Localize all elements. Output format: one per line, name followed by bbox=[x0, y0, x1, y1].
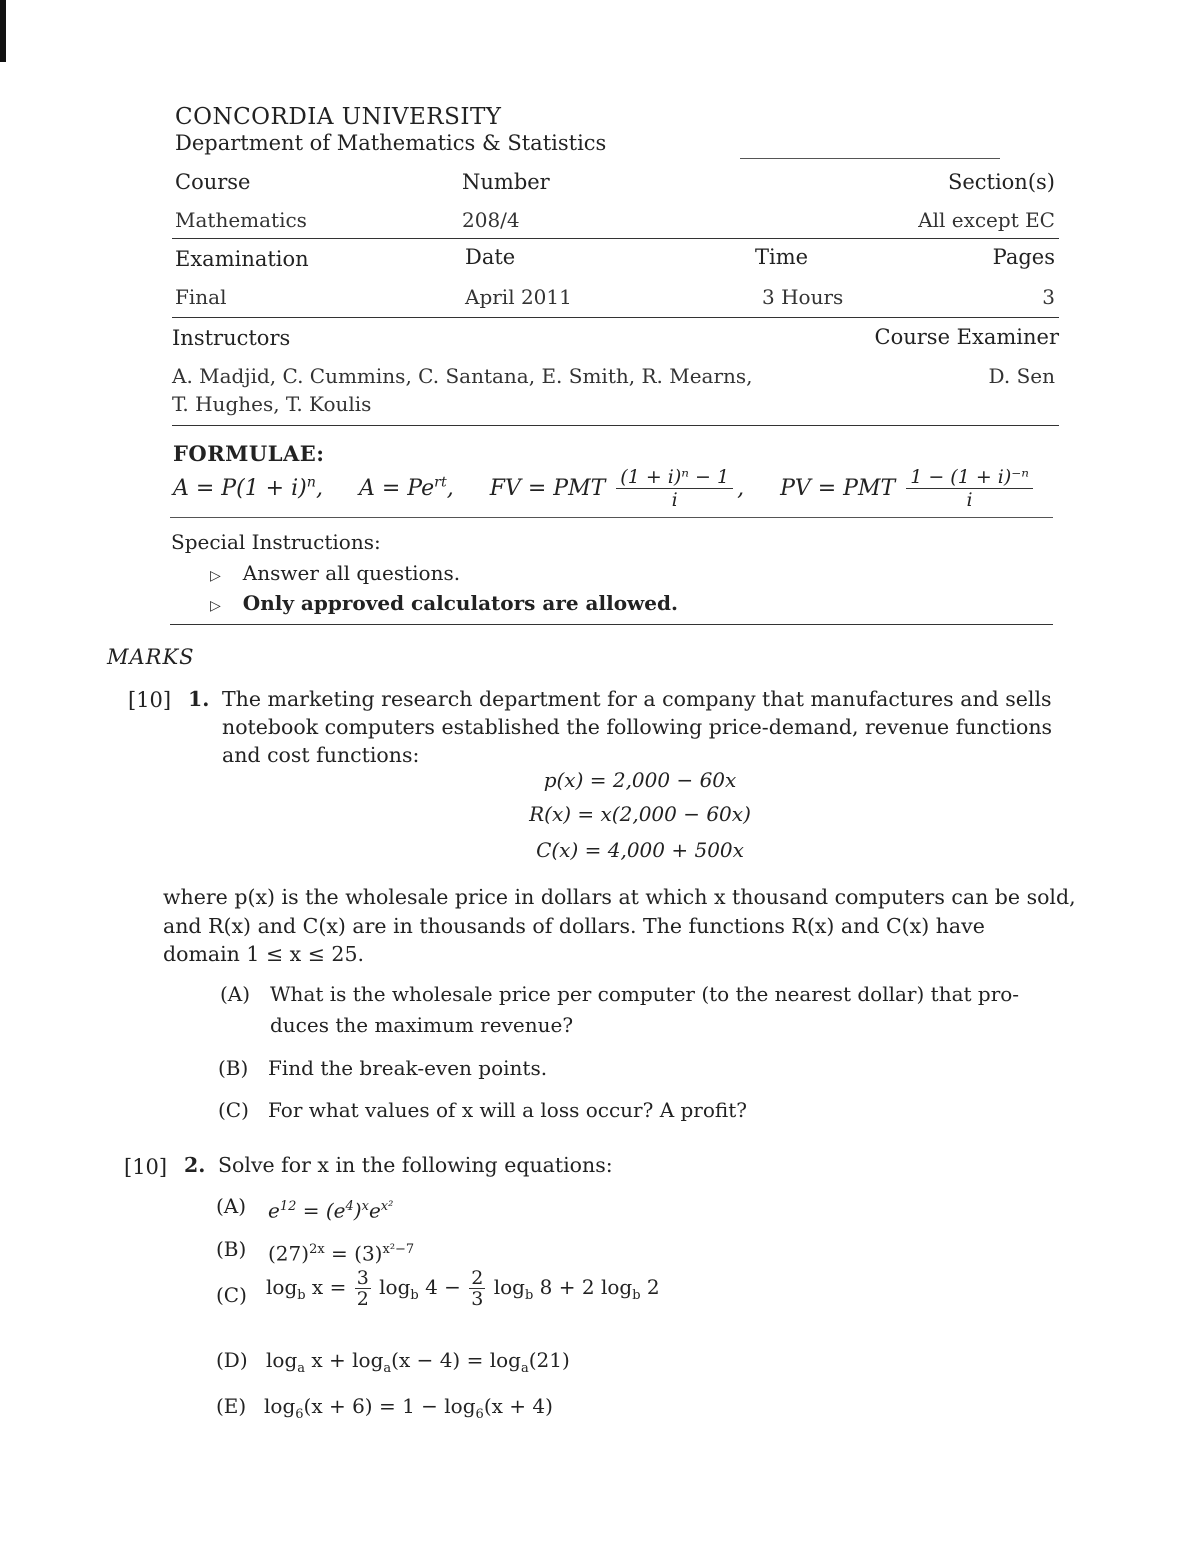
equation-2e: $\log_6(x + 6) = 1 - \log_6(x + 4)$ bbox=[264, 1394, 553, 1422]
number-value: 208/4 bbox=[462, 208, 520, 232]
question-1-intro-line-3: and cost functions: bbox=[222, 743, 420, 767]
part-label: (A) bbox=[216, 1194, 247, 1218]
formula-present-value: PV = PMT $\frac{\text{1 − (1 + i)⁻ⁿ}}{i}$ bbox=[780, 476, 1037, 501]
question-2-intro: Solve for x in the following equations: bbox=[218, 1153, 613, 1177]
instructors-label: Instructors bbox=[172, 326, 291, 350]
divider bbox=[172, 238, 1059, 239]
equation-2b: $(27)^{2x} = (3)^{x^2-7}$ bbox=[268, 1241, 415, 1266]
scan-edge bbox=[0, 0, 6, 62]
examination-label: Examination bbox=[175, 247, 309, 271]
question-1-where-line-3: domain 1 ≤ x ≤ 25. bbox=[163, 942, 365, 966]
instructors-line-2: T. Hughes, T. Koulis bbox=[172, 392, 372, 416]
pages-label: Pages bbox=[992, 245, 1055, 269]
course-value: Mathematics bbox=[175, 208, 307, 232]
equation-2c: $\log_b x$ = $\frac{3}{2}$ $\log_b 4$ − $\frac{2}{3}$ $\log_b 8 + 2$ $\log_b 2$ bbox=[266, 1267, 660, 1310]
question-1a-line-1: What is the wholesale price per computer (to the nearest dollar) that pro- bbox=[270, 982, 1020, 1006]
part-label: (A) bbox=[220, 982, 251, 1006]
question-1-marks: [10] bbox=[128, 688, 172, 712]
examiner-label: Course Examiner bbox=[874, 325, 1059, 349]
divider bbox=[740, 158, 1000, 159]
formulae-row bbox=[173, 466, 1037, 511]
number-label: Number bbox=[462, 170, 550, 194]
date-value: April 2011 bbox=[465, 285, 572, 309]
triangle-bullet-icon: ▷ bbox=[210, 568, 221, 584]
part-label: (C) bbox=[218, 1098, 249, 1122]
sections-value: All except EC bbox=[918, 208, 1055, 232]
examination-value: Final bbox=[175, 285, 227, 309]
department-name: Department of Mathematics & Statistics bbox=[175, 131, 607, 155]
time-label: Time bbox=[755, 245, 809, 269]
question-2-number: 2. bbox=[184, 1153, 206, 1177]
question-1-number: 1. bbox=[188, 687, 210, 711]
question-1a-line-2: duces the maximum revenue? bbox=[270, 1013, 574, 1037]
pages-value: 3 bbox=[1042, 285, 1055, 309]
cost-equation: C(x) = 4,000 + 500x bbox=[536, 838, 744, 862]
question-1-intro-line-2: notebook computers established the following price-demand, revenue functions bbox=[222, 715, 1053, 739]
sections-label: Section(s) bbox=[947, 170, 1055, 194]
price-demand-equation: p(x) = 2,000 − 60x bbox=[543, 768, 737, 792]
special-instructions-title: Special Instructions: bbox=[171, 530, 381, 554]
divider bbox=[172, 425, 1059, 426]
divider bbox=[170, 624, 1053, 625]
course-label: Course bbox=[175, 170, 251, 194]
formula-future-value: FV = PMT $\frac{\text{(1 + i)ⁿ − 1}}{i}$ , bbox=[489, 466, 745, 511]
part-label: (C) bbox=[216, 1283, 247, 1307]
marks-heading: MARKS bbox=[107, 645, 195, 669]
part-label: (E) bbox=[216, 1394, 247, 1418]
divider bbox=[172, 317, 1059, 318]
question-1-where-line-1: where p(x) is the wholesale price in dollars at which x thousand computers can be sold, bbox=[163, 885, 1076, 909]
date-label: Date bbox=[465, 245, 516, 269]
question-1-intro-line-1: The marketing research department for a company that manufactures and sells bbox=[222, 687, 1052, 711]
examiner-value: D. Sen bbox=[988, 364, 1055, 388]
instruction-item: ▷ Only approved calculators are allowed. bbox=[210, 591, 678, 615]
time-value: 3 Hours bbox=[762, 285, 844, 309]
formulae-label: FORMULAE: bbox=[173, 441, 325, 466]
instructors-line-1: A. Madjid, C. Cummins, C. Santana, E. Smith, R. Mearns, bbox=[172, 364, 753, 388]
revenue-equation: R(x) = x(2,000 − 60x) bbox=[529, 802, 751, 826]
question-1b-text: Find the break-even points. bbox=[268, 1056, 548, 1080]
question-1c-text: For what values of x will a loss occur? A profit? bbox=[268, 1098, 747, 1122]
part-label: (D) bbox=[216, 1348, 248, 1372]
triangle-bullet-icon: ▷ bbox=[210, 598, 221, 614]
question-1-where-line-2: and R(x) and C(x) are in thousands of dollars. The functions R(x) and C(x) have bbox=[163, 914, 985, 938]
part-label: (B) bbox=[218, 1056, 249, 1080]
equation-2d: $\log_a x + \log_a(x - 4) = \log_a(21)$ bbox=[266, 1348, 570, 1376]
part-label: (B) bbox=[216, 1237, 247, 1261]
question-2-marks: [10] bbox=[124, 1155, 168, 1179]
instruction-item: ▷ Answer all questions. bbox=[210, 561, 461, 585]
university-name: CONCORDIA UNIVERSITY bbox=[175, 104, 502, 130]
formula-compound: $A = P(1 + i)^n$, bbox=[173, 474, 323, 501]
formula-continuous: $A = Pe^{rt}$, bbox=[358, 474, 454, 501]
divider bbox=[170, 517, 1053, 518]
equation-2a: $e^{12} = (e^4)^xe^{x^2}$ bbox=[268, 1198, 394, 1223]
